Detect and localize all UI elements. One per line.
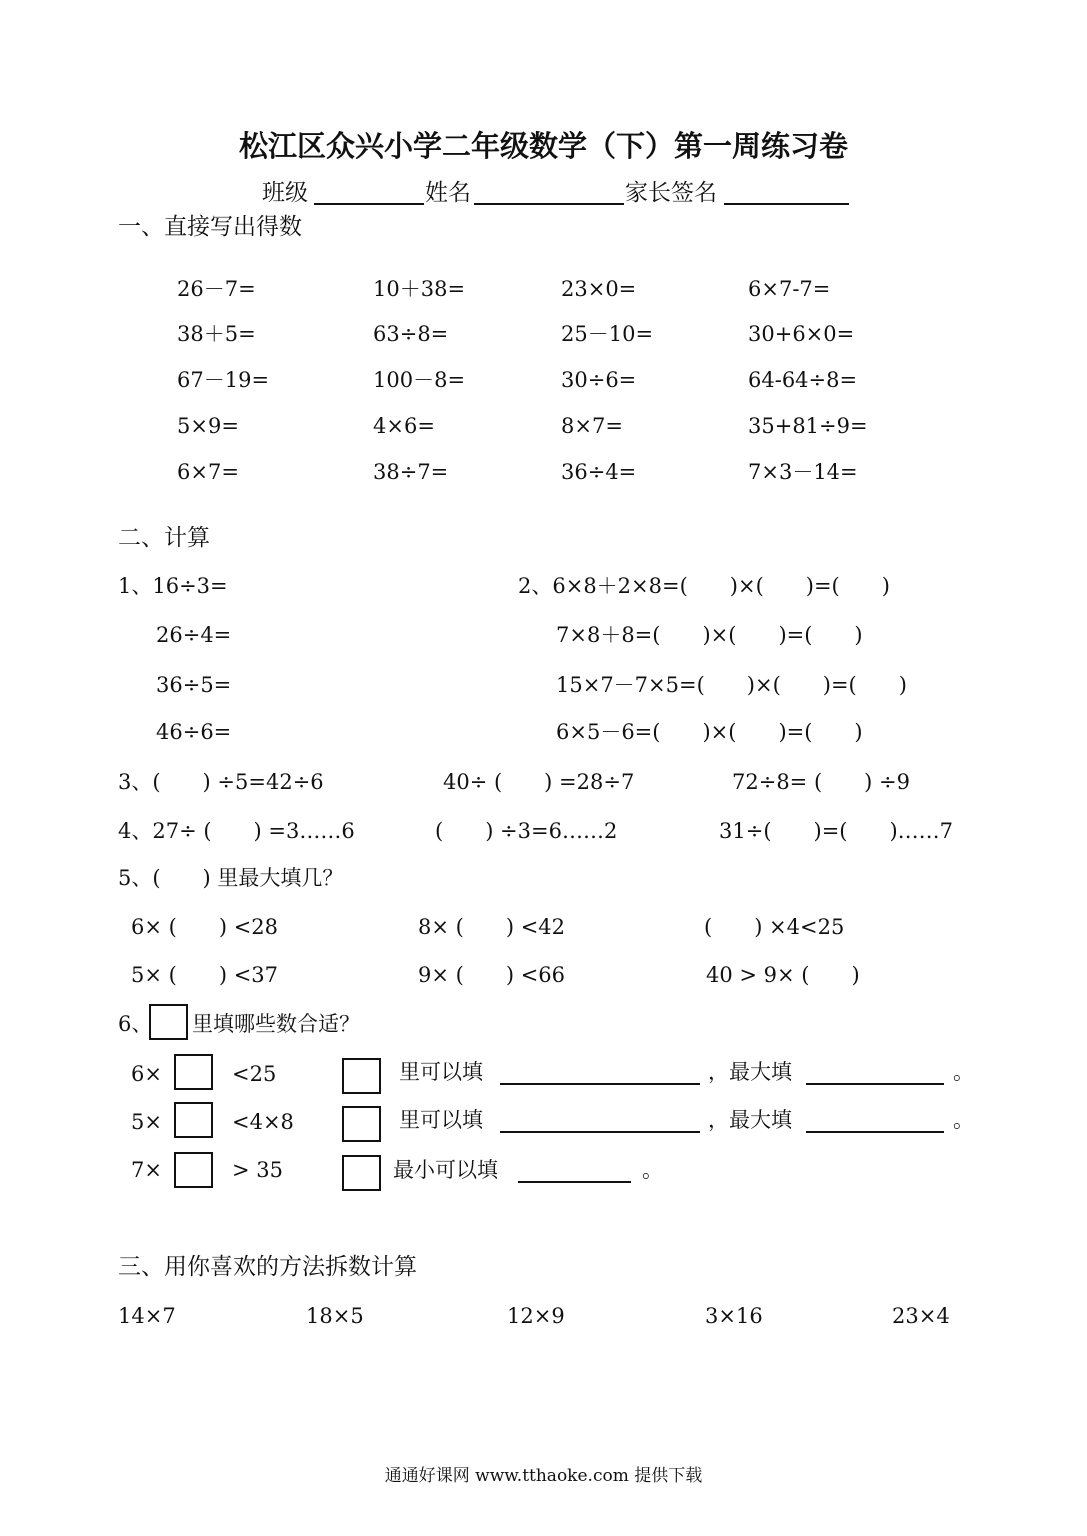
q6-row1-compare: <25 [232, 1062, 277, 1086]
s2-q6-heading: 里填哪些数合适？ [192, 1012, 360, 1036]
q6-row2-text: 里可以填 [399, 1108, 483, 1132]
q6-row3-blank[interactable] [518, 1181, 631, 1183]
s1-item: 6×7-7= [748, 277, 831, 301]
q6-row1-mid: ，最大填 [708, 1060, 792, 1084]
q6-row1-ref-box [342, 1058, 381, 1094]
s1-item: 25－10= [561, 322, 654, 346]
q6-row2-compare: <4×8 [232, 1110, 294, 1134]
s1-item: 36÷4= [561, 460, 637, 484]
q6-row1-answer-box[interactable] [174, 1054, 213, 1090]
class-blank[interactable] [314, 203, 424, 205]
s1-item: 10＋38= [373, 277, 466, 301]
s2-q5-item: ( ) ×4<25 [704, 915, 845, 939]
s2-q3-item: 40÷ ( ) =28÷7 [443, 770, 635, 794]
s3-item: 3×16 [705, 1304, 763, 1328]
section1-heading: 一、直接写出得数 [118, 214, 302, 240]
s2-q4-item: 4、27÷ ( ) =3……6 [118, 819, 355, 843]
s3-item: 18×5 [306, 1304, 364, 1328]
s1-item: 5×9= [177, 414, 239, 438]
footer-text: 通通好课网 www.tthaoke.com 提供下载 [384, 1466, 703, 1486]
worksheet-title: 松江区众兴小学二年级数学（下）第一周练习卷 [238, 129, 848, 163]
q6-row3-answer-box[interactable] [174, 1152, 213, 1188]
s1-item: 100－8= [373, 368, 466, 392]
s1-item: 7×3－14= [748, 460, 858, 484]
q6-row3-compare: > 35 [232, 1158, 283, 1182]
q6-row1-text: 里可以填 [399, 1060, 483, 1084]
s2-q1-item: 1、16÷3= [118, 574, 228, 598]
s2-q2-item: 7×8＋8=( )×( )=( ) [556, 623, 863, 647]
s1-item: 26－7= [177, 277, 256, 301]
section3-heading: 三、用你喜欢的方法拆数计算 [118, 1254, 417, 1280]
q6-row2-mid: ，最大填 [708, 1108, 792, 1132]
q6-row2-blank[interactable] [500, 1131, 700, 1133]
q6-row2-max-blank[interactable] [806, 1131, 944, 1133]
name-blank[interactable] [474, 203, 624, 205]
s2-q1-item: 26÷4= [156, 623, 232, 647]
q6-row1-blank[interactable] [500, 1083, 700, 1085]
s1-item: 8×7= [561, 414, 623, 438]
q6-row3-text: 最小可以填 [393, 1158, 498, 1182]
class-label: 班级 [262, 180, 308, 206]
s1-item: 30+6×0= [748, 322, 855, 346]
s2-q1-item: 46÷6= [156, 720, 232, 744]
q6-row2-end: 。 [953, 1108, 974, 1132]
s2-q2-item: 6×5－6=( )×( )=( ) [556, 720, 863, 744]
s2-q5-heading: 5、( ) 里最大填几？ [118, 866, 344, 890]
s2-q5-item: 8× ( ) <42 [418, 915, 566, 939]
s2-q5-item: 40 > 9× ( ) [706, 963, 860, 987]
section2-heading: 二、计算 [118, 525, 210, 551]
s2-q3-item: 72÷8= ( ) ÷9 [732, 770, 910, 794]
s2-q4-item: 31÷( )=( )……7 [719, 819, 954, 843]
s2-q5-item: 6× ( ) <28 [131, 915, 279, 939]
s1-item: 30÷6= [561, 368, 637, 392]
s1-item: 35+81÷9= [748, 414, 868, 438]
s1-item: 23×0= [561, 277, 637, 301]
s3-item: 14×7 [118, 1304, 176, 1328]
s1-item: 4×6= [373, 414, 435, 438]
s2-q1-item: 36÷5= [156, 673, 232, 697]
s2-q2-item: 2、6×8＋2×8=( )×( )=( ) [518, 574, 890, 598]
s2-q2-item: 15×7－7×5=( )×( )=( ) [556, 673, 907, 697]
q6-row2-ref-box [342, 1106, 381, 1142]
s2-q4-item: ( ) ÷3=6……2 [435, 819, 618, 843]
q6-row3-ref-box [342, 1155, 381, 1191]
s2-q6-prefix: 6、 [118, 1012, 153, 1036]
s1-item: 67－19= [177, 368, 270, 392]
name-label: 姓名 [425, 180, 471, 206]
s3-item: 23×4 [892, 1304, 950, 1328]
q6-row1-left: 6× [131, 1062, 162, 1086]
parent-signature-blank[interactable] [724, 203, 849, 205]
q6-row3-left: 7× [131, 1158, 162, 1182]
q6-row1-max-blank[interactable] [806, 1083, 944, 1085]
s2-q5-item: 5× ( ) <37 [131, 963, 279, 987]
q6-row2-left: 5× [131, 1110, 162, 1134]
q6-heading-box [149, 1004, 188, 1040]
s2-q5-item: 9× ( ) <66 [418, 963, 566, 987]
s2-q3-item: 3、( ) ÷5=42÷6 [118, 770, 324, 794]
s1-item: 6×7= [177, 460, 239, 484]
s1-item: 38÷7= [373, 460, 449, 484]
q6-row1-end: 。 [953, 1060, 974, 1084]
q6-row2-answer-box[interactable] [174, 1102, 213, 1138]
s3-item: 12×9 [507, 1304, 565, 1328]
s1-item: 64-64÷8= [748, 368, 858, 392]
s1-item: 63÷8= [373, 322, 449, 346]
parent-signature-label: 家长签名 [625, 180, 717, 206]
s1-item: 38＋5= [177, 322, 256, 346]
q6-row3-end: 。 [642, 1158, 663, 1182]
